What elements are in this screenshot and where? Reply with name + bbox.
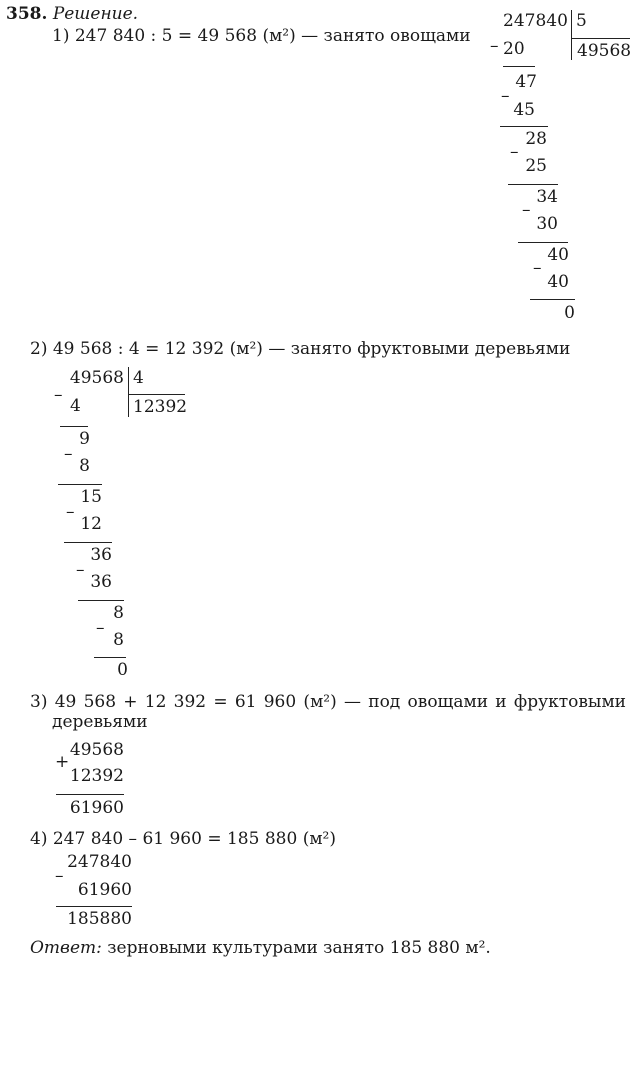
minus-sign: – [55,866,64,886]
answer-text: зерновыми культурами занято 185 880 м². [107,938,491,958]
step4-text: 4) 247 840 – 61 960 = 185 880 (м²) [30,829,336,849]
answer-label: Ответ: [30,938,102,958]
divisor: 5 [576,11,587,31]
step3-text: 3) 49 568 + 12 392 = 61 960 (м²) — под овощами и фруктовыми [30,692,626,712]
division-row: 9 [79,429,90,449]
minus-sign: – [522,200,531,220]
division-line [518,242,568,243]
plus-sign: + [55,752,70,772]
minus-sign: – [501,86,510,106]
division-line [94,657,126,658]
division-row: 25 [525,156,547,176]
addend: 49568 [69,740,124,760]
sum-line [56,794,124,795]
division-line [64,542,112,543]
minus-sign: – [66,502,75,522]
division-row: 36 [90,545,112,565]
division-line [508,184,558,185]
division-row: 0 [564,303,575,323]
division-line [60,426,88,427]
division-row: 15 [80,487,102,507]
minus-sign: – [533,258,542,278]
division-row: 8 [113,603,124,623]
quotient: 12392 [133,397,188,417]
division-line [78,600,124,601]
division-row: 30 [536,214,558,234]
problem-number: 358. [6,4,48,24]
problem-header [6,4,138,24]
minus-sign: – [490,36,499,56]
quotient: 49568 [577,41,632,61]
step2-text: 2) 49 568 : 4 = 12 392 (м²) — занято фруктовыми деревьями [30,339,571,359]
minus-sign: – [54,385,63,405]
minus-sign: – [510,142,519,162]
step3-text-line2: деревьями [52,712,148,732]
difference-line [56,906,132,907]
quotient-line [572,38,630,39]
division-row: 40 [547,272,569,292]
quotient-line [129,394,185,395]
divisor: 4 [133,368,144,388]
division-row: 36 [90,572,112,592]
division-row: 12 [80,514,102,534]
division-line [503,66,535,67]
dividend: 49568 [69,368,124,388]
division-row: 8 [113,630,124,650]
division-row: 0 [117,660,128,680]
division-row: 45 [513,100,535,120]
difference-result: 185880 [67,909,132,929]
answer-line [30,938,491,958]
division-row: 8 [79,456,90,476]
step1-text: 1) 247 840 : 5 = 49 568 (м²) — занято овощами [52,26,471,46]
minus-sign: – [76,560,85,580]
addend: 12392 [69,766,124,786]
minus-sign: – [64,444,73,464]
division-row: 40 [547,245,569,265]
division-row: 28 [525,129,547,149]
minus-sign: – [96,618,105,638]
division-row: 20 [503,39,525,59]
division-row: 34 [536,187,558,207]
dividend: 247840 [503,11,568,31]
division-bar [571,10,572,60]
division-row: 4 [70,396,81,416]
step3-text-line1 [30,692,626,712]
sum-result: 61960 [69,798,124,818]
subtrahend: 61960 [77,880,132,900]
minuend: 247840 [67,852,132,872]
division-row: 47 [515,72,537,92]
division-line [530,299,575,300]
division-bar [128,367,129,417]
division-line [500,126,548,127]
solution-label: Решение. [52,4,139,24]
division-line [58,484,102,485]
